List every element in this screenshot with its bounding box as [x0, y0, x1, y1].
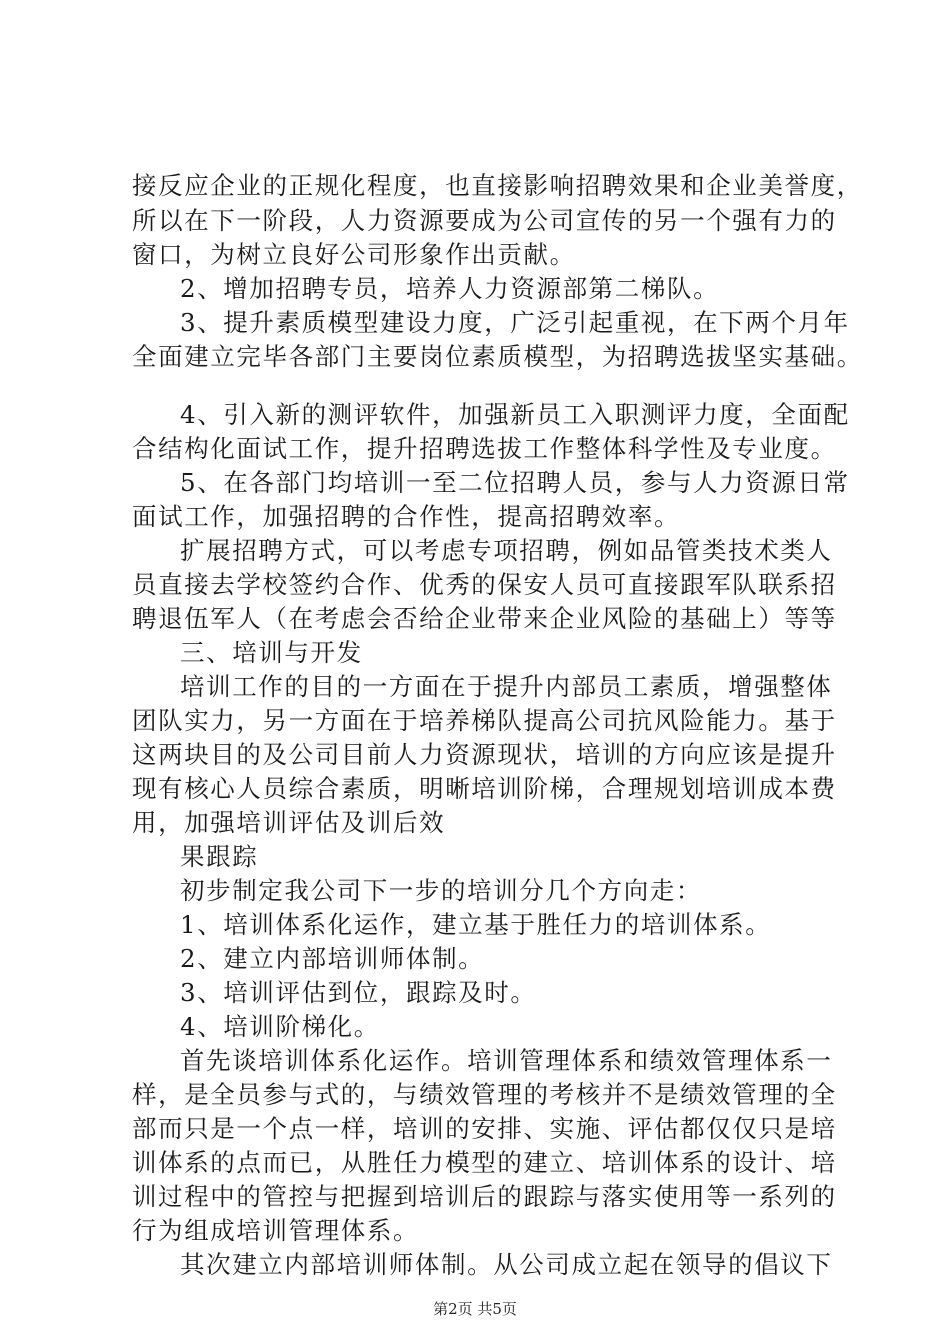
text-line: 扩展招聘方式，可以考虑专项招聘，例如品管类技术类人 — [180, 536, 833, 565]
text-line: 行为组成培训管理体系。 — [132, 1216, 420, 1245]
text-line: 窗口，为树立良好公司形象作出贡献。 — [132, 240, 576, 269]
text-line: 3、提升素质模型建设力度，广泛引起重视，在下两个月年 — [180, 308, 850, 337]
text-line: 5、在各部门均培训一至二位招聘人员，参与人力资源日常 — [180, 468, 850, 497]
text-line: 初步制定我公司下一步的培训分几个方向走： — [180, 876, 702, 905]
text-line: 全面建立完毕各部门主要岗位素质模型，为招聘选拔坚实基础。 — [132, 342, 863, 371]
text-line: 训体系的点而已，从胜任力模型的建立、培训体系的设计、培 — [132, 1148, 837, 1177]
text-line: 培训工作的目的一方面在于提升内部员工素质，增强整体 — [180, 672, 833, 701]
list-item: 3、培训评估到位，跟踪及时。 — [180, 978, 537, 1007]
text-line: 这两块目的及公司目前人力资源现状，培训的方向应该是提升 — [132, 740, 837, 769]
text-line: 样，是全员参与式的，与绩效管理的考核并不是绩效管理的全 — [132, 1080, 837, 1109]
text-line: 面试工作，加强招聘的合作性，提高招聘效率。 — [132, 502, 681, 531]
text-line: 员直接去学校签约合作、优秀的保安人员可直接跟军队联系招 — [132, 570, 837, 599]
text-line: 现有核心人员综合素质，明晰培训阶梯，合理规划培训成本费 — [132, 774, 837, 803]
text-line: 合结构化面试工作，提升招聘选拔工作整体科学性及专业度。 — [132, 434, 837, 463]
list-item: 2、建立内部培训师体制。 — [180, 944, 485, 973]
page-footer: 第2页 共5页 — [433, 1300, 517, 1318]
text-line: 接反应企业的正规化程度，也直接影响招聘效果和企业美誉度， — [132, 171, 863, 200]
text-line: 用，加强培训评估及训后效 — [132, 808, 446, 837]
text-line: 聘退伍军人（在考虑会否给企业带来企业风险的基础上）等等 — [132, 604, 837, 633]
text-line: 果跟踪 — [180, 842, 259, 871]
text-line: 其次建立内部培训师体制。从公司成立起在领导的倡议下 — [180, 1250, 833, 1279]
text-line: 2、增加招聘专员，培养人力资源部第二梯队。 — [180, 274, 720, 303]
text-line: 所以在下一阶段，人力资源要成为公司宣传的另一个强有力的 — [132, 206, 837, 235]
text-line: 训过程中的管控与把握到培训后的跟踪与落实使用等一系列的 — [132, 1182, 837, 1211]
list-item: 4、培训阶梯化。 — [180, 1012, 380, 1041]
text-line: 4、引入新的测评软件，加强新员工入职测评力度，全面配 — [180, 400, 850, 429]
text-line: 团队实力，另一方面在于培养梯队提高公司抗风险能力。基于 — [132, 706, 837, 735]
text-line: 首先谈培训体系化运作。培训管理体系和绩效管理体系一 — [180, 1046, 833, 1075]
list-item: 1、培训体系化运作，建立基于胜任力的培训体系。 — [180, 910, 772, 939]
section-heading: 三、培训与开发 — [180, 638, 363, 667]
text-line: 部而只是一个点一样，培训的安排、实施、评估都仅仅只是培 — [132, 1114, 837, 1143]
